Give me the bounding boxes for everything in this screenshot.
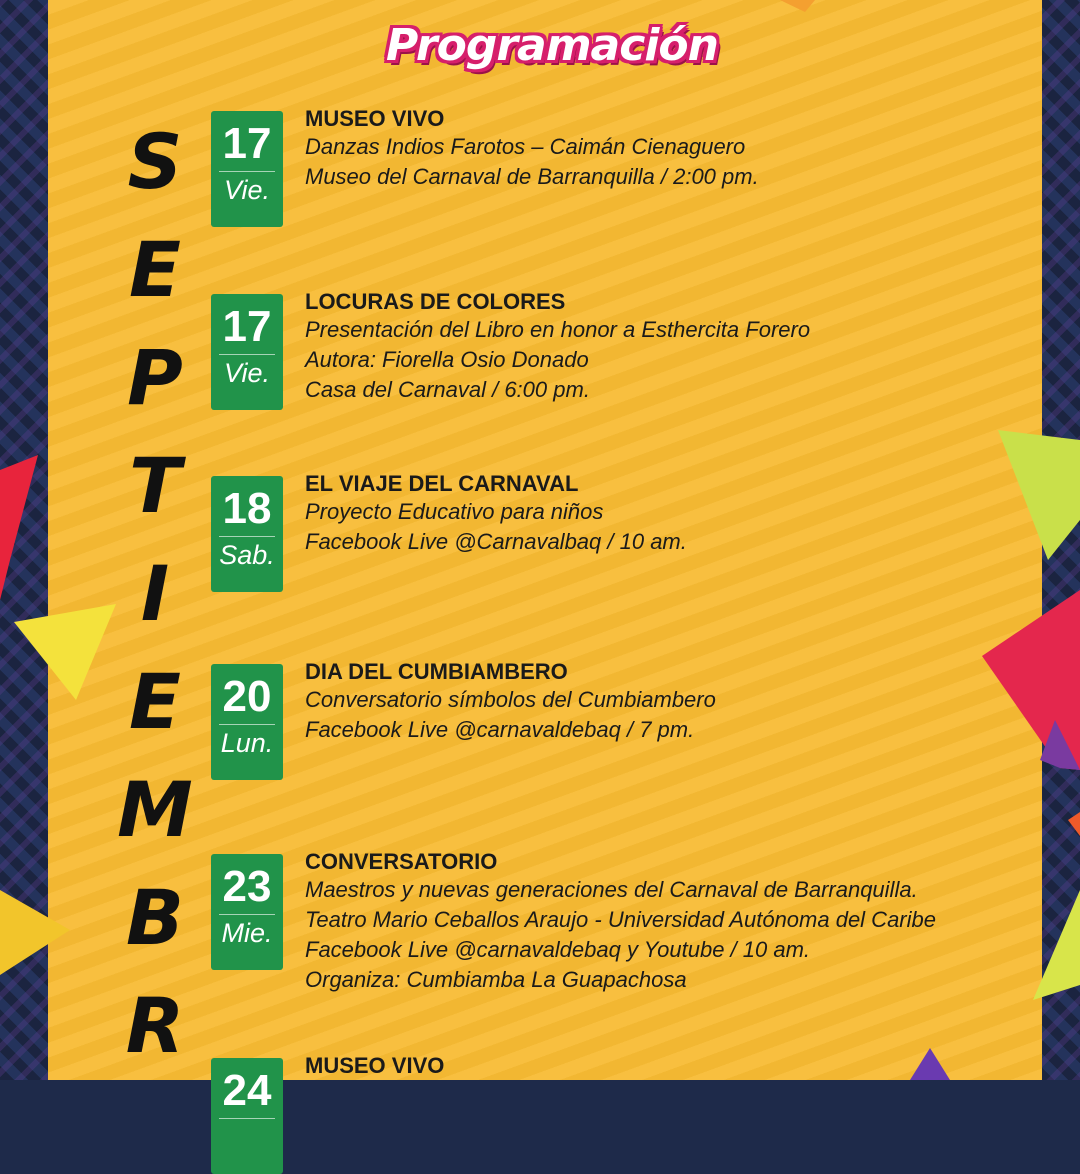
date-badge xyxy=(211,1058,283,1174)
event-title: DIA DEL CUMBIAMBERO xyxy=(305,659,568,684)
event-detail-line: Maestros y nuevas generaciones del Carnaval de Barranquilla. xyxy=(305,877,918,902)
month-letter: S xyxy=(127,117,183,206)
left-pattern-border xyxy=(0,0,48,1080)
event-detail-line: Conversatorio símbolos del Cumbiambero xyxy=(305,687,716,712)
month-letter: I xyxy=(140,549,170,638)
event-detail-line: Proyecto Educativo para niños xyxy=(305,499,604,524)
event-title: CONVERSATORIO xyxy=(305,849,498,874)
event-detail-line: Casa del Carnaval / 6:00 pm. xyxy=(305,377,590,402)
event-detail-line: Facebook Live @Carnavalbaq / 10 am. xyxy=(305,529,687,554)
date-badge-day-number: 23 xyxy=(222,862,272,911)
month-letter: R xyxy=(125,981,185,1070)
month-letter: T xyxy=(129,441,181,530)
date-badge-day-number: 17 xyxy=(222,302,272,351)
date-badge-divider xyxy=(219,724,275,725)
event-item xyxy=(305,471,1025,557)
date-badge-divider xyxy=(219,1118,275,1119)
page-title: Programación xyxy=(386,20,718,71)
event-title: LOCURAS DE COLORES xyxy=(305,289,566,314)
date-badge xyxy=(211,294,283,410)
date-badge-day-number: 18 xyxy=(222,484,272,533)
date-badge xyxy=(211,854,283,970)
event-detail-line: Autora: Fiorella Osio Donado xyxy=(305,347,589,372)
date-badge-divider xyxy=(219,171,275,172)
date-badge-weekday: Mie. xyxy=(221,918,273,948)
month-letter: B xyxy=(126,873,184,962)
event-title: MUSEO VIVO xyxy=(305,1053,445,1078)
month-letter: E xyxy=(129,657,181,746)
event-item xyxy=(305,289,1025,405)
month-vertical-label xyxy=(110,108,200,1080)
date-badge xyxy=(211,476,283,592)
event-item xyxy=(305,1053,1025,1079)
event-detail-line: Teatro Mario Ceballos Araujo - Universidad Autónoma del Caribe xyxy=(305,907,936,932)
month-letter: E xyxy=(129,225,181,314)
month-letter: M xyxy=(117,765,193,854)
event-detail-line: Facebook Live @carnavaldebaq y Youtube / 10 am. xyxy=(305,937,811,962)
event-item xyxy=(305,106,1025,192)
date-badge-day-number: 20 xyxy=(222,672,272,721)
right-pattern-border xyxy=(1040,0,1080,1080)
date-badge-weekday: Sab. xyxy=(219,540,275,570)
date-badge-divider xyxy=(219,354,275,355)
event-item xyxy=(305,849,1025,995)
event-title: MUSEO VIVO xyxy=(305,106,445,131)
month-letter: P xyxy=(127,333,183,422)
date-badge-divider xyxy=(219,914,275,915)
date-badge-weekday: Lun. xyxy=(220,728,274,758)
date-badge-day-number: 17 xyxy=(222,119,272,168)
date-badge xyxy=(211,111,283,227)
event-title: EL VIAJE DEL CARNAVAL xyxy=(305,471,579,496)
date-badge-weekday: Vie. xyxy=(223,175,271,205)
date-badge-weekday: Vie. xyxy=(223,358,271,388)
event-item xyxy=(305,659,1025,745)
event-detail-line: Danzas Indios Farotos – Caimán Cienaguero xyxy=(305,134,746,159)
date-badge-divider xyxy=(219,536,275,537)
date-badge xyxy=(211,664,283,780)
event-detail-line: Organiza: Cumbiamba La Guapachosa xyxy=(305,967,687,992)
event-detail-line: Facebook Live @carnavaldebaq / 7 pm. xyxy=(305,717,695,742)
event-detail-line: Museo del Carnaval de Barranquilla / 2:00 pm. xyxy=(305,164,759,189)
event-detail-line: Presentación del Libro en honor a Esthercita Forero xyxy=(305,317,811,342)
date-badge-day-number: 24 xyxy=(222,1066,272,1115)
